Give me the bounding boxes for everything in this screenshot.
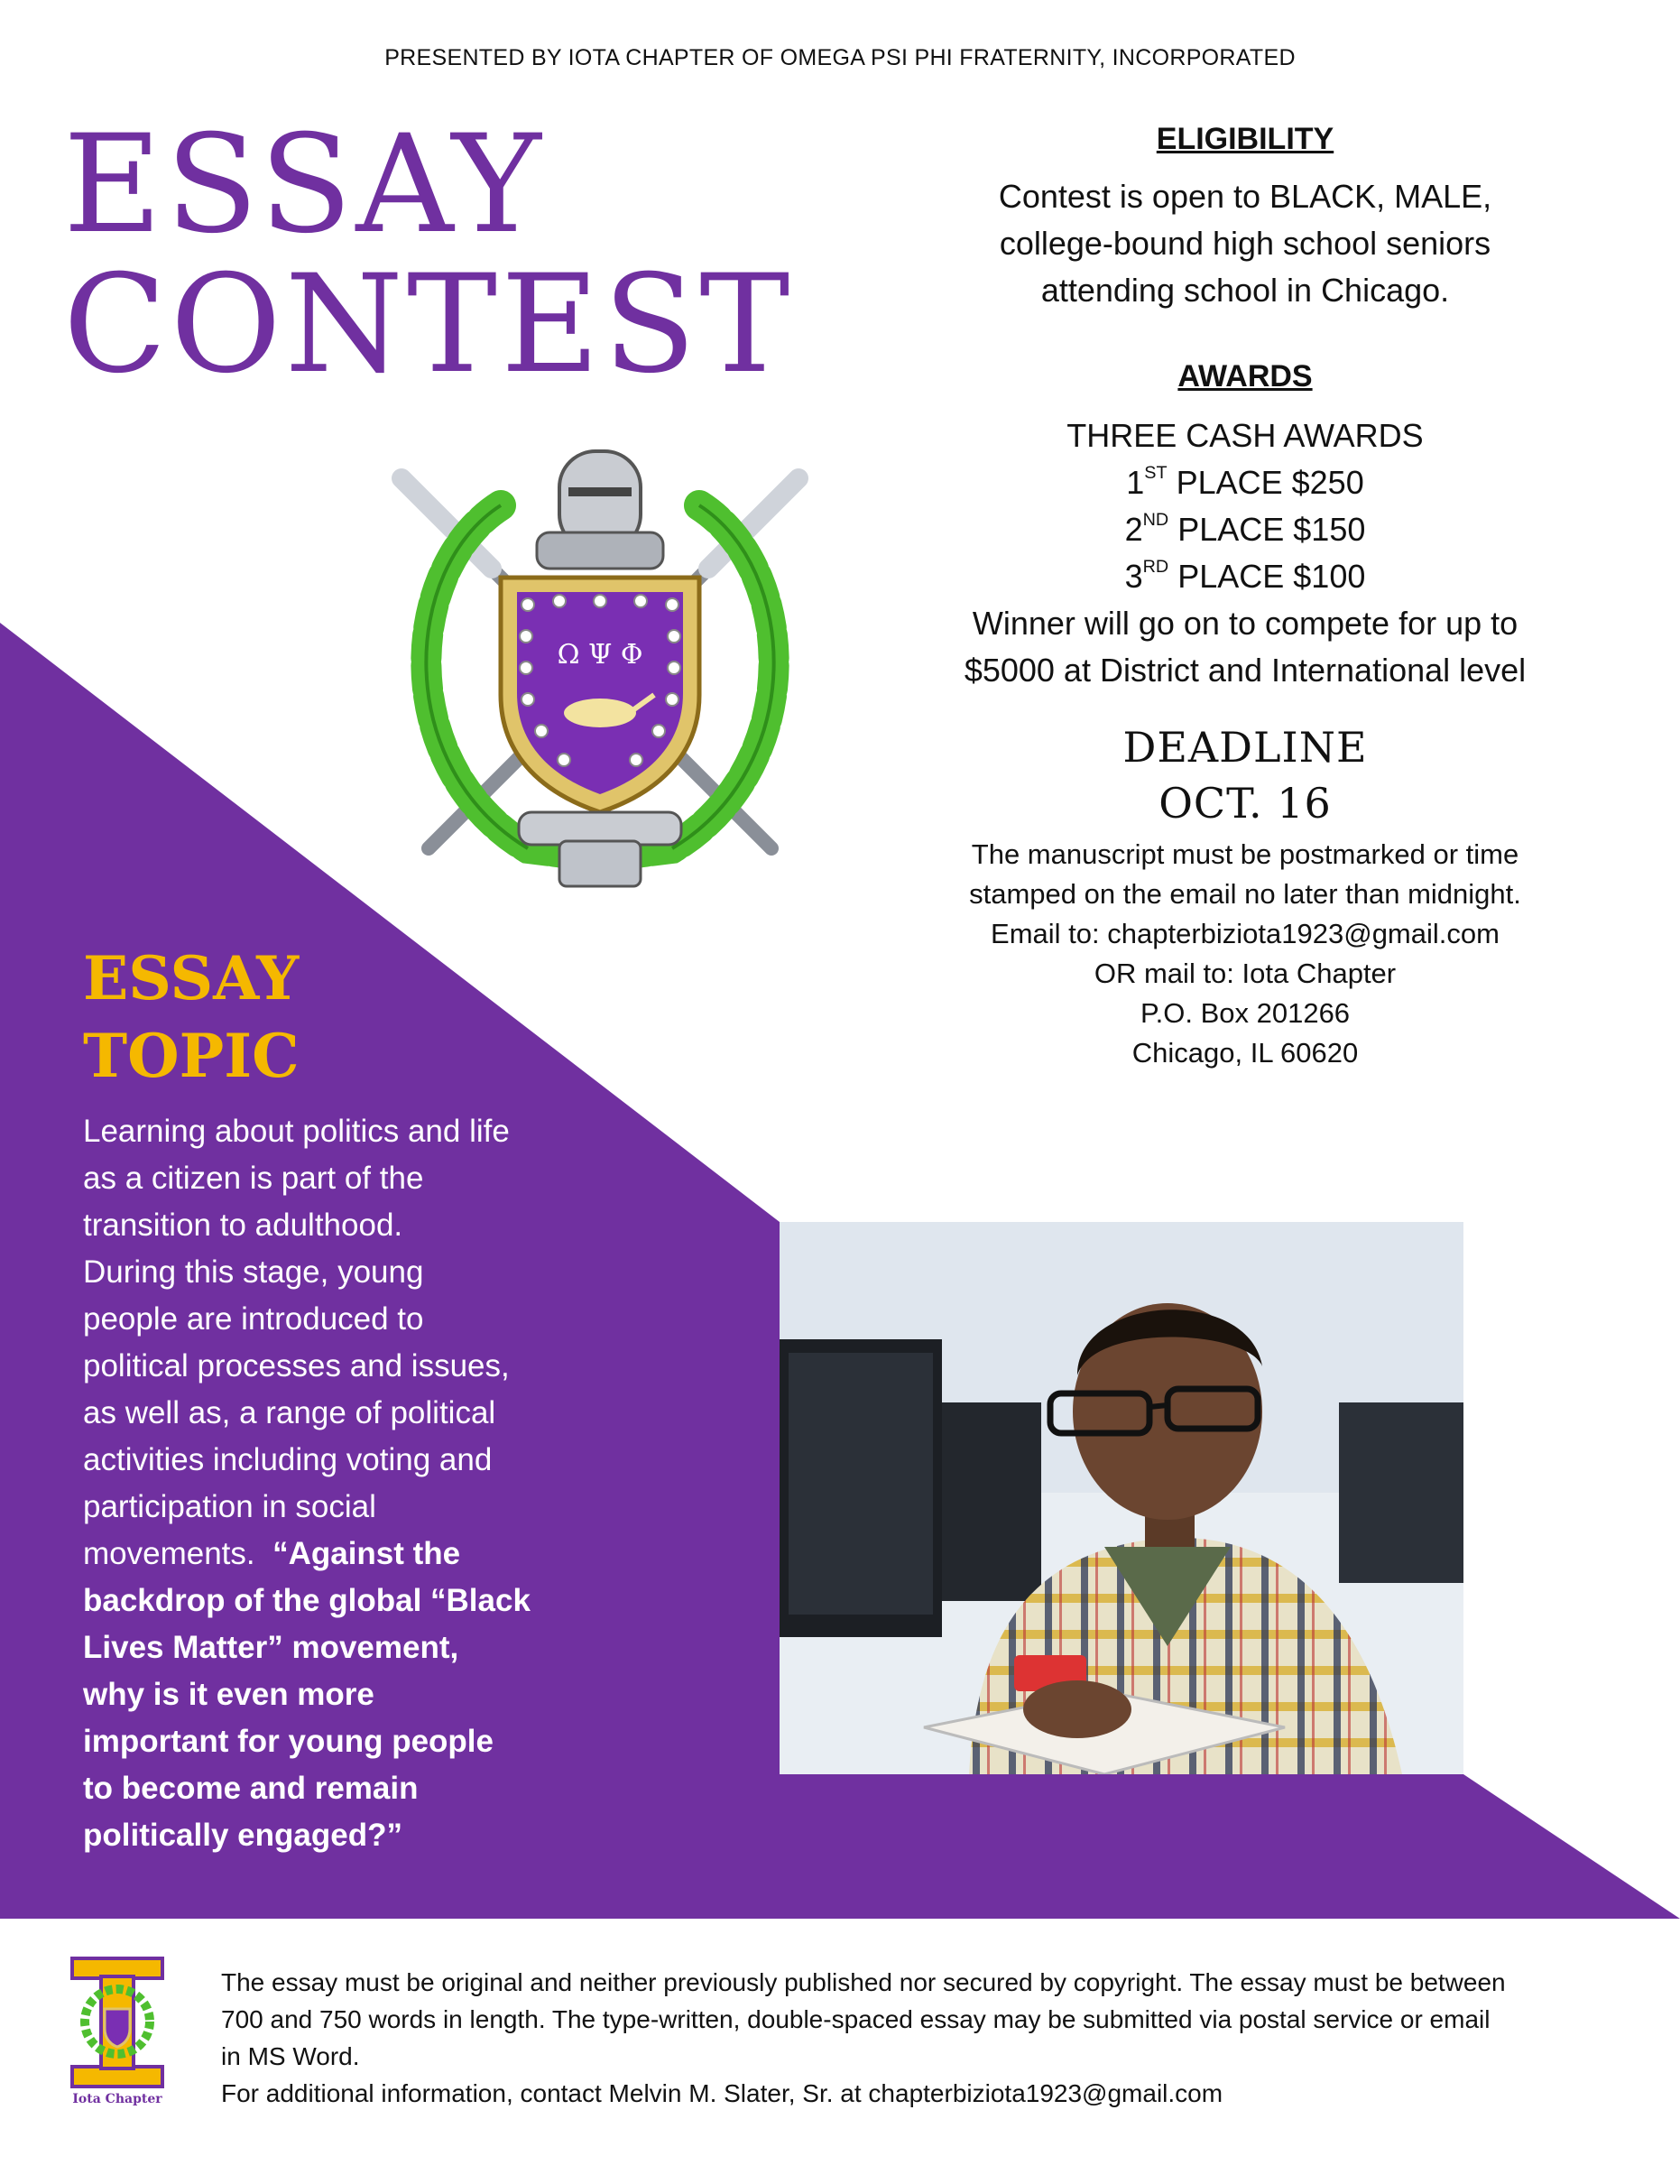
essay-question: backdrop of the global “Black Lives Matter” movement, why is it even more important for young people to become and remain politically engaged?” — [83, 1583, 531, 1853]
winner-line-1: Winner will go on to compete for up to — [972, 605, 1518, 642]
title-essay: ESSAY — [63, 106, 545, 264]
footer-contact: For additional information, contact Melvin M. Slater, Sr. at chapterbiziota1923@gmail.com — [221, 2079, 1223, 2107]
award-first: 1ST PLACE $250 — [1126, 463, 1364, 501]
essay-topic-title-line1: ESSAY — [83, 943, 300, 1013]
award-second: 2ND PLACE $150 — [1124, 510, 1366, 548]
student-photo — [780, 1222, 1463, 1774]
iota-chapter-logo-icon — [63, 1957, 171, 2108]
email-link[interactable]: Email to: chapterbiziota1923@gmail.com — [991, 918, 1500, 949]
awards-intro: THREE CASH AWARDS — [1066, 417, 1424, 454]
essay-topic-title-line2: TOPIC — [83, 1021, 300, 1091]
title-contest: CONTEST — [63, 246, 794, 403]
iota-chapter-caption: Iota Chapter — [72, 2092, 162, 2106]
winner-line-2: $5000 at District and International level — [964, 652, 1527, 689]
deadline-label: DEADLINE — [1122, 723, 1368, 772]
award-third: 3RD PLACE $100 — [1124, 557, 1366, 595]
essay-topic-body: Learning about politics and life as a citizen is part of the transition to adulthood. During this stage, young people are introduced to political processes and issues, as well as, a range of political activities including voting and participation in social movements. “Against the backdrop of the global “Black Lives Matter” movement, why is it even more important for young people to become and remain politically engaged?” — [83, 1108, 588, 1859]
crest-greek-letters: Ω Ψ Φ — [557, 639, 643, 671]
fraternity-crest-icon — [365, 424, 835, 893]
footer-rules: The essay must be original and neither previously published nor secured by copyright. The essay must be between 700 and 750 words in length. The type-written, double-spaced essay may be submitted via postal service or email in MS Word. For additional information, contact Melvin M. Slater, Sr. at chapterbiziota1923@gmail.com — [221, 1964, 1647, 2112]
deadline-instructions: The manuscript must be postmarked or time stamped on the email no later than midnight. Email to: chapterbiziota1923@gmail.com OR mail to: Iota Chapter P.O. Box 201266 Chicago, IL 60620 — [911, 835, 1579, 1073]
eligibility-heading: ELIGIBILITY — [1156, 122, 1334, 156]
presented-by-line: PRESENTED BY IOTA CHAPTER OF OMEGA PSI PHI FRATERNITY, INCORPORATED — [384, 45, 1296, 70]
awards-heading: AWARDS — [1177, 359, 1313, 393]
awards-list — [911, 412, 1579, 694]
eligibility-text: Contest is open to BLACK, MALE, college-bound high school seniors attending school in Chicago. — [998, 178, 1492, 309]
deadline-date: OCT. 16 — [1158, 779, 1332, 828]
